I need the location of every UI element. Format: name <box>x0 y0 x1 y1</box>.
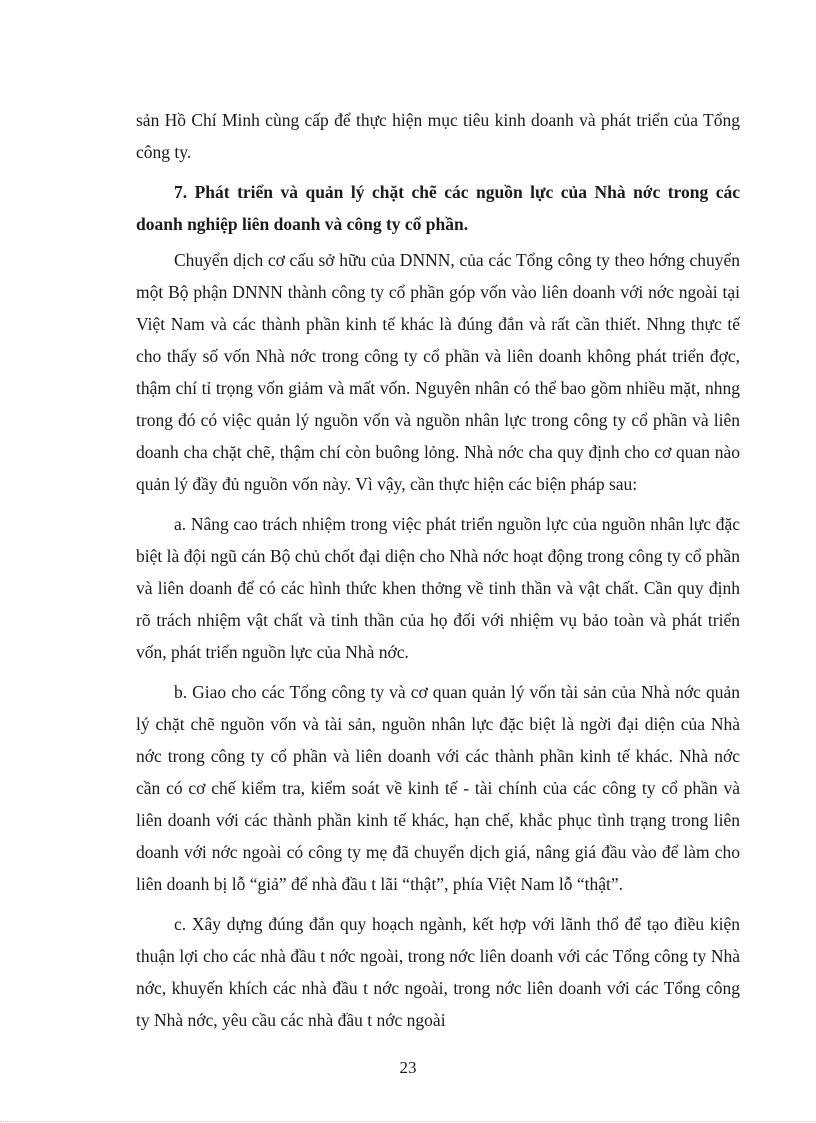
paragraph-continuation: sản Hồ Chí Minh cùng cấp để thực hiện mục tiêu kinh doanh và phát triển của Tổng công ty. <box>136 110 740 162</box>
paragraph-item-c: c. Xây dựng đúng đắn quy hoạch ngành, kết hợp với lãnh thổ để tạo điều kiện thuận lợi cho các nhà đầu t nớc ngoài, trong nớc liên doanh với các Tổng công ty Nhà nớc, khuyến khích các nhà đầu t nớc ngoài, trong nớc liên doanh với các Tổng công ty Nhà nớc, yêu cầu các nhà đầu t nớc ngoài <box>136 914 740 1030</box>
page-bottom-rule <box>0 1121 816 1122</box>
paragraph-item-b: b. Giao cho các Tổng công ty và cơ quan quản lý vốn tài sản của Nhà nớc quản lý chặt chẽ nguồn vốn và tài sản, nguồn nhân lực đặc biệt là ngời đại diện của Nhà nớc trong công ty cổ phần và liên doanh với các thành phần kinh tế khác. Nhà nớc cần có cơ chế kiểm tra, kiểm soát về kinh tế - tài chính của các công ty cổ phần và liên doanh với các thành phần kinh tế khác, hạn chế, khắc phục tình trạng trong liên doanh với nớc ngoài có công ty mẹ đã chuyển dịch giá, nâng giá đầu vào để làm cho liên doanh bị lỗ “giả” để nhà đầu t lãi “thật”, phía Việt Nam lỗ “thật”. <box>136 682 740 894</box>
page-number: 23 <box>399 1058 417 1077</box>
paragraph-item-a: a. Nâng cao trách nhiệm trong việc phát triển nguồn lực của nguồn nhân lực đặc biệt là đội ngũ cán Bộ chủ chốt đại diện cho Nhà nớc hoạt động trong công ty cổ phần và liên doanh để có các hình thức khen thởng về tinh thần và vật chất. Cần quy định rõ trách nhiệm vật chất và tinh thần của họ đối với nhiệm vụ bảo toàn và phát triển vốn, phát triển nguồn lực của Nhà nớc. <box>136 514 740 662</box>
paragraph-body: Chuyển dịch cơ cấu sở hữu của DNNN, của các Tổng công ty theo hớng chuyển một Bộ phận DNNN thành công ty cổ phần góp vốn vào liên doanh với nớc ngoài tại Việt Nam và các thành phần kinh tế khác là đúng đắn và rất cần thiết. Nhng thực tế cho thấy số vốn Nhà nớc trong công ty cổ phần và liên doanh không phát triển đợc, thậm chí tỉ trọng vốn giảm và mất vốn. Nguyên nhân có thể bao gồm nhiều mặt, nhng trong đó có việc quản lý nguồn vốn và nguồn nhân lực trong công ty cổ phần và liên doanh cha chặt chẽ, thậm chí còn buông lỏng. Nhà nớc cha quy định cho cơ quan nào quản lý đầy đủ nguồn vốn này. Vì vậy, cần thực hiện các biện pháp sau: <box>136 250 740 494</box>
page-content <box>136 104 740 1036</box>
section-heading: 7. Phát triển và quản lý chặt chẽ các nguồn lực của Nhà nớc trong các doanh nghiệp liên doanh và công ty cổ phần. <box>136 182 740 234</box>
